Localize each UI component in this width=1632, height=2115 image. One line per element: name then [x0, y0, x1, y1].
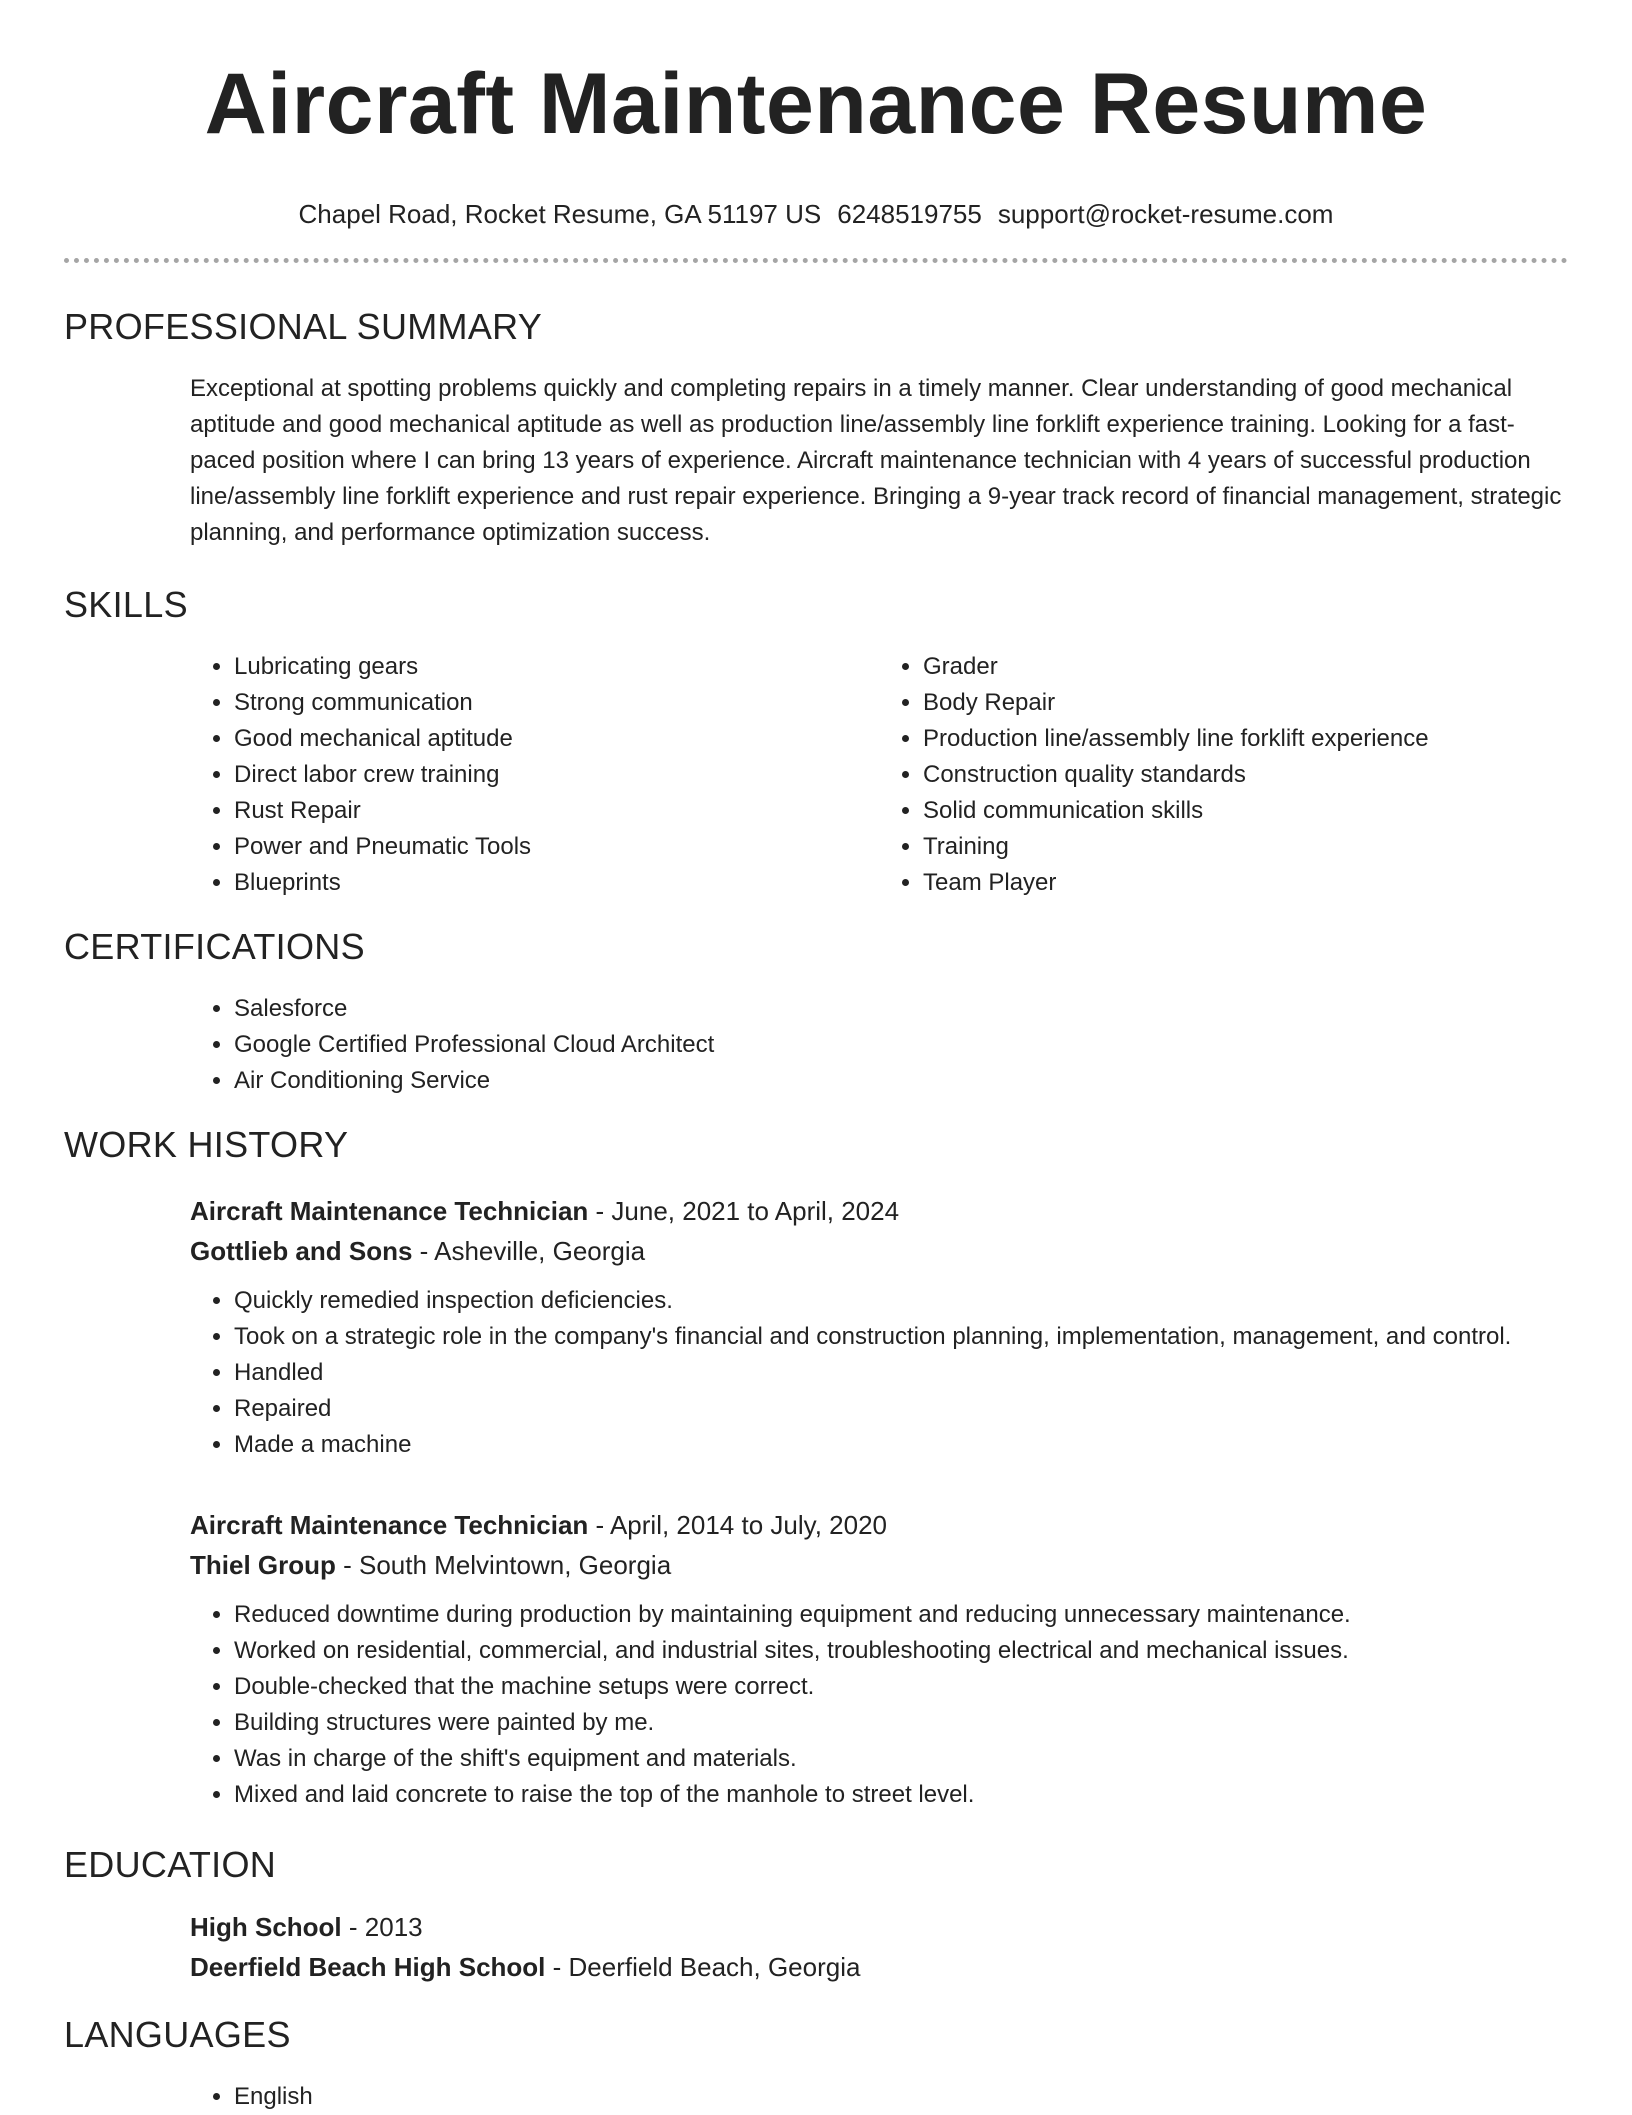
job-role-line — [190, 1505, 1568, 1545]
list-item: • Was in charge of the shift's equipment and materials. — [234, 1741, 1568, 1777]
list-item: • Air Conditioning Service — [234, 1063, 1568, 1099]
education-year: - 2013 — [341, 1912, 423, 1942]
education-location: - Deerfield Beach, Georgia — [545, 1952, 861, 1982]
section-title-languages: LANGUAGES — [64, 2014, 291, 2055]
education-body — [190, 1907, 1568, 1987]
job-entry — [190, 1505, 1568, 1813]
job-bullets — [190, 1597, 1568, 1813]
list-item: • Building structures were painted by me. — [234, 1705, 1568, 1741]
list-item: • Grader — [923, 649, 1568, 685]
list-item: • Mixed and laid concrete to raise the top of the manhole to street level. — [234, 1777, 1568, 1813]
job-bullets — [190, 1283, 1568, 1463]
header-divider — [64, 258, 1568, 263]
job-dates: - June, 2021 to April, 2024 — [588, 1196, 900, 1226]
certifications-list — [190, 991, 1568, 1099]
list-item: • Solid communication skills — [923, 793, 1568, 829]
list-item: • Team Player — [923, 865, 1568, 901]
list-item: • Power and Pneumatic Tools — [234, 829, 879, 865]
job-company: Thiel Group — [190, 1550, 336, 1580]
section-title-work-history: WORK HISTORY — [64, 1124, 349, 1165]
certifications-body — [190, 991, 1568, 1099]
section-title-skills: SKILLS — [64, 584, 188, 625]
list-item: • Took on a strategic role in the company's financial and construction planning, implementation, management, and control. — [234, 1319, 1568, 1355]
list-item: • Lubricating gears — [234, 649, 879, 685]
job-role: Aircraft Maintenance Technician — [190, 1196, 589, 1226]
list-item: • Construction quality standards — [923, 757, 1568, 793]
resume-title: Aircraft Maintenance Resume — [204, 56, 1428, 152]
list-item: • Google Certified Professional Cloud Architect — [234, 1027, 1568, 1063]
list-item: • Salesforce — [234, 991, 1568, 1027]
section-title-education: EDUCATION — [64, 1844, 277, 1885]
job-company-line — [190, 1231, 1568, 1271]
languages-body — [190, 2079, 1568, 2115]
job-company: Gottlieb and Sons — [190, 1236, 413, 1266]
list-item: • Good mechanical aptitude — [234, 721, 879, 757]
summary-text: Exceptional at spotting problems quickly and completing repairs in a timely manner. Clear understanding of good mechanical aptitude and good mechanical aptitude as well as production line/assembly line forklift experience training. Looking for a fast-paced position where I can bring 13 years of experience. Aircraft maintenance technician with 4 years of successful production line/assembly line forklift experience and rust repair experience. Bringing a 9-year track record of financial management, strategic planning, and performance optimization success. — [190, 375, 1562, 546]
work-history-body — [190, 1191, 1568, 1813]
job-company-line — [190, 1545, 1568, 1585]
contact-line — [64, 196, 1568, 232]
job-role-line — [190, 1191, 1568, 1231]
list-item: • Production line/assembly line forklift experience — [923, 721, 1568, 757]
job-location: - Asheville, Georgia — [412, 1236, 646, 1266]
list-item: • Quickly remedied inspection deficiencies. — [234, 1283, 1568, 1319]
list-item: • Blueprints — [234, 865, 879, 901]
contact-phone: 6248519755 — [837, 199, 982, 229]
list-item: • English — [234, 2079, 1568, 2115]
list-item: • Body Repair — [923, 685, 1568, 721]
list-item: • Direct labor crew training — [234, 757, 879, 793]
section-title-certifications: CERTIFICATIONS — [64, 926, 365, 967]
list-item: • Handled — [234, 1355, 1568, 1391]
contact-email: support@rocket-resume.com — [997, 199, 1334, 229]
job-location: - South Melvintown, Georgia — [335, 1550, 672, 1580]
list-item: • Rust Repair — [234, 793, 879, 829]
languages-list — [190, 2079, 1568, 2115]
education-school-line — [190, 1947, 1568, 1987]
list-item: • Worked on residential, commercial, and industrial sites, troubleshooting electrical and mechanical issues. — [234, 1633, 1568, 1669]
list-item: • Made a machine — [234, 1427, 1568, 1463]
list-item: • Reduced downtime during production by maintaining equipment and reducing unnecessary maintenance. — [234, 1597, 1568, 1633]
job-dates: - April, 2014 to July, 2020 — [588, 1510, 887, 1540]
list-item: • Repaired — [234, 1391, 1568, 1427]
list-item: • Double-checked that the machine setups were correct. — [234, 1669, 1568, 1705]
job-entry — [190, 1191, 1568, 1463]
skills-list-left — [190, 649, 879, 901]
skills-list-right — [879, 649, 1568, 901]
contact-address: Chapel Road, Rocket Resume, GA 51197 US — [298, 199, 822, 229]
skills-columns — [190, 649, 1568, 901]
education-school: Deerfield Beach High School — [190, 1952, 546, 1982]
job-role: Aircraft Maintenance Technician — [190, 1510, 589, 1540]
list-item: • Strong communication — [234, 685, 879, 721]
list-item: • Training — [923, 829, 1568, 865]
education-degree: High School — [190, 1912, 342, 1942]
section-title-summary: PROFESSIONAL SUMMARY — [64, 306, 543, 347]
education-degree-line — [190, 1907, 1568, 1947]
